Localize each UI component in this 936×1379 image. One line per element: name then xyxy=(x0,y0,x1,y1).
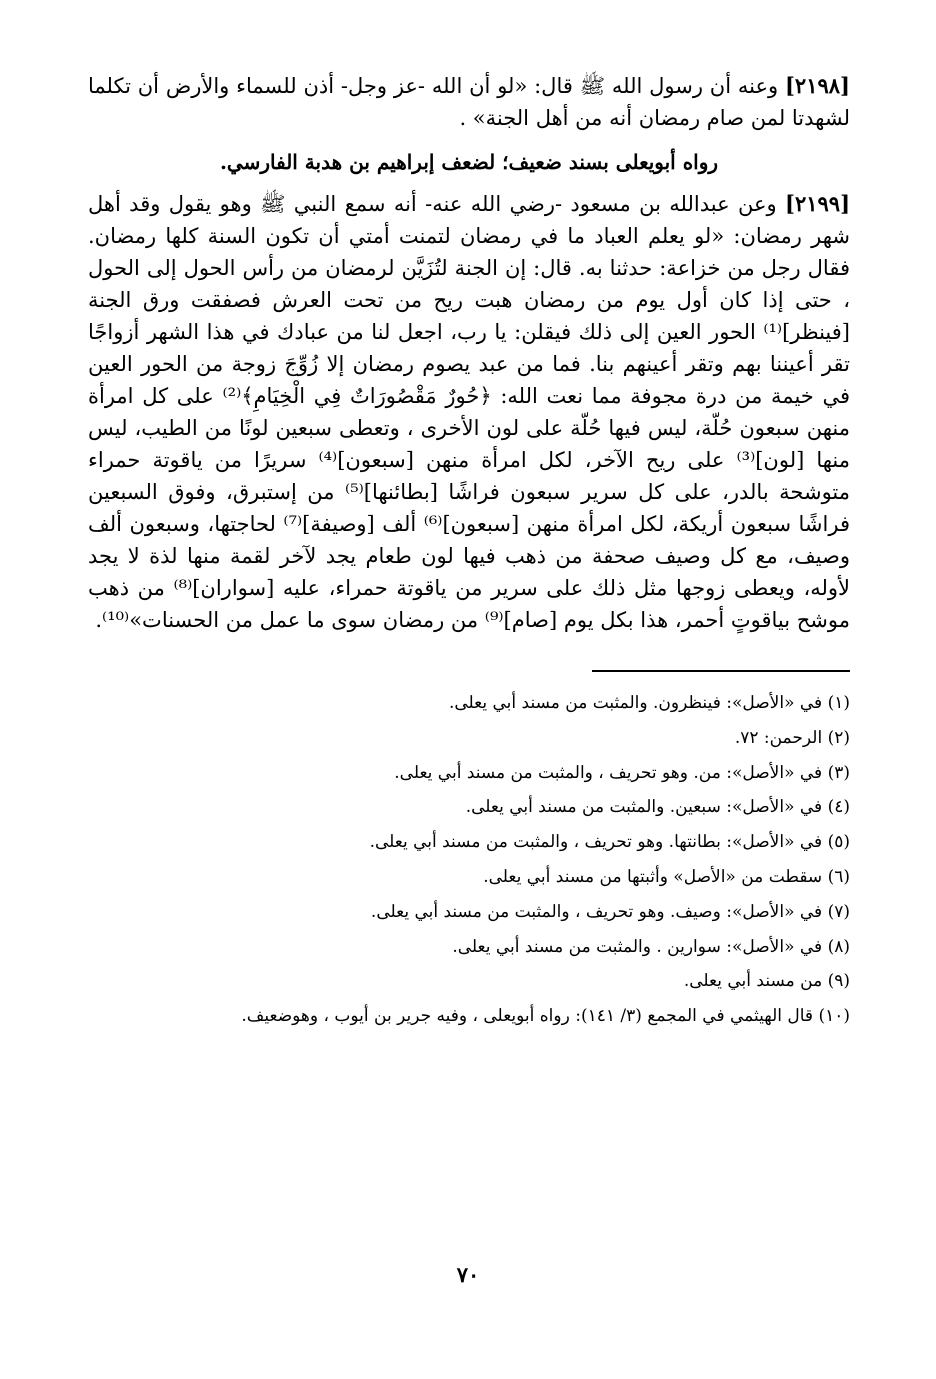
footnote-item: (٢) الرحمن: ٧٢. xyxy=(734,727,850,748)
hadith-number: [٢١٩٩] xyxy=(785,191,850,216)
footnotes-list xyxy=(88,686,850,1034)
footnote-item: (٥) في «الأصل»: بطانتها. وهو تحريف ، والمثبت من مسند أبي يعلى. xyxy=(369,832,850,853)
footnote-item: (٦) سقطت من «الأصل» وأثبتها من مسند أبي يعلى. xyxy=(483,866,850,887)
footnote-item: (٧) في «الأصل»: وصيف. وهو تحريف ، والمثبت من مسند أبي يعلى. xyxy=(370,901,850,922)
hadith-number: [٢١٩٨] xyxy=(784,73,850,98)
footnote-item: (٨) في «الأصل»: سوارين . والمثبت من مسند أبي يعلى. xyxy=(452,936,850,957)
page-number: ٧٠ xyxy=(456,1262,480,1287)
footnote-item: (١٠) قال الهيثمي في المجمع (٣/ ١٤١): رواه أبويعلى ، وفيه جرير بن أيوب ، وهوضعيف. xyxy=(241,1006,850,1027)
footnote-item: (٤) في «الأصل»: سبعين. والمثبت من مسند أبي يعلى. xyxy=(465,797,850,818)
hadith-2198-grading: رواه أبويعلى بسند ضعيف؛ لضعف إبراهيم بن هدبة الفارسي. xyxy=(219,150,719,174)
footnote-item: (١) في «الأصل»: فينظرون. والمثبت من مسند أبي يعلى. xyxy=(448,693,850,713)
footnote-item: (٣) في «الأصل»: من. وهو تحريف ، والمثبت من مسند أبي يعلى. xyxy=(394,762,850,783)
hadith-2198 xyxy=(88,70,850,134)
footnote-separator xyxy=(592,670,850,672)
footnote-item: (٩) من مسند أبي يعلى. xyxy=(683,971,850,992)
hadith-2199 xyxy=(88,188,850,636)
hadith-text: وعنه أن رسول الله ﷺ قال: «لو أن الله -عز وجل- أذن للسماء والأرض أن تكلما لشهدتا لمن صام رمضان أنه من أهل الجنة» . xyxy=(88,74,850,130)
hadith-text: وعن عبدالله بن مسعود -رضي الله عنه- أنه سمع النبي ﷺ وهو يقول وقد أهل شهر رمضان: «لو يعلم العباد ما في رمضان لتمنت أمتي أن تكون السنة كلها رمضان. فقال رجل من خزاعة: حدثنا به. قال: إن الجنة لتُزَيَّن لرمضان من رأس الحول إلى الحول ، حتى إذا كان أول يوم من رمضان هبت ريح من تحت العرش فصفقت ورق الجنة [فينظر]⁽¹⁾ الحور العين إلى ذلك فيقلن: يا رب، اجعل لنا من عبادك في هذا الشهر أزواجًا تقر أعيننا بهم وتقر أعينهم بنا. فما من عبد يصوم رمضان إلا زُوِّجَ زوجة من الحور العين في خيمة من درة مجوفة مما نعت الله: ﴿حُورٌ مَقْصُورَاتٌ فِي الْخِيَامِ﴾⁽²⁾ على كل امرأة منهن سبعون حُلّة، ليس فيها حُلّة على لون الأخرى ، وتعطى سبعين لونًا من الطيب، ليس منها [لون]⁽³⁾ على ريح الآخر، لكل امرأة منهن [سبعون]⁽⁴⁾ سريرًا من ياقوتة حمراء متوشحة بالدر، على كل سرير سبعون فراشًا [بطائنها]⁽⁵⁾ من إستبرق، وفوق السبعين فراشًا سبعون أريكة، لكل امرأة منهن [سبعون]⁽⁶⁾ ألف [وصيفة]⁽⁷⁾ لحاجتها، وسبعون ألف وصيف، مع كل وصيف صحفة من ذهب فيها لون طعام يجد لآخر لقمة منها لذة لا يجد لأوله، ويعطى زوجها مثل ذلك على سرير من ياقوتة حمراء، عليه [سواران]⁽⁸⁾ من ذهب موشح بياقوتٍ أحمر، هذا بكل يوم [صام]⁽⁹⁾ من رمضان سوى ما عمل من الحسنات»⁽¹⁰⁾. xyxy=(88,192,851,632)
